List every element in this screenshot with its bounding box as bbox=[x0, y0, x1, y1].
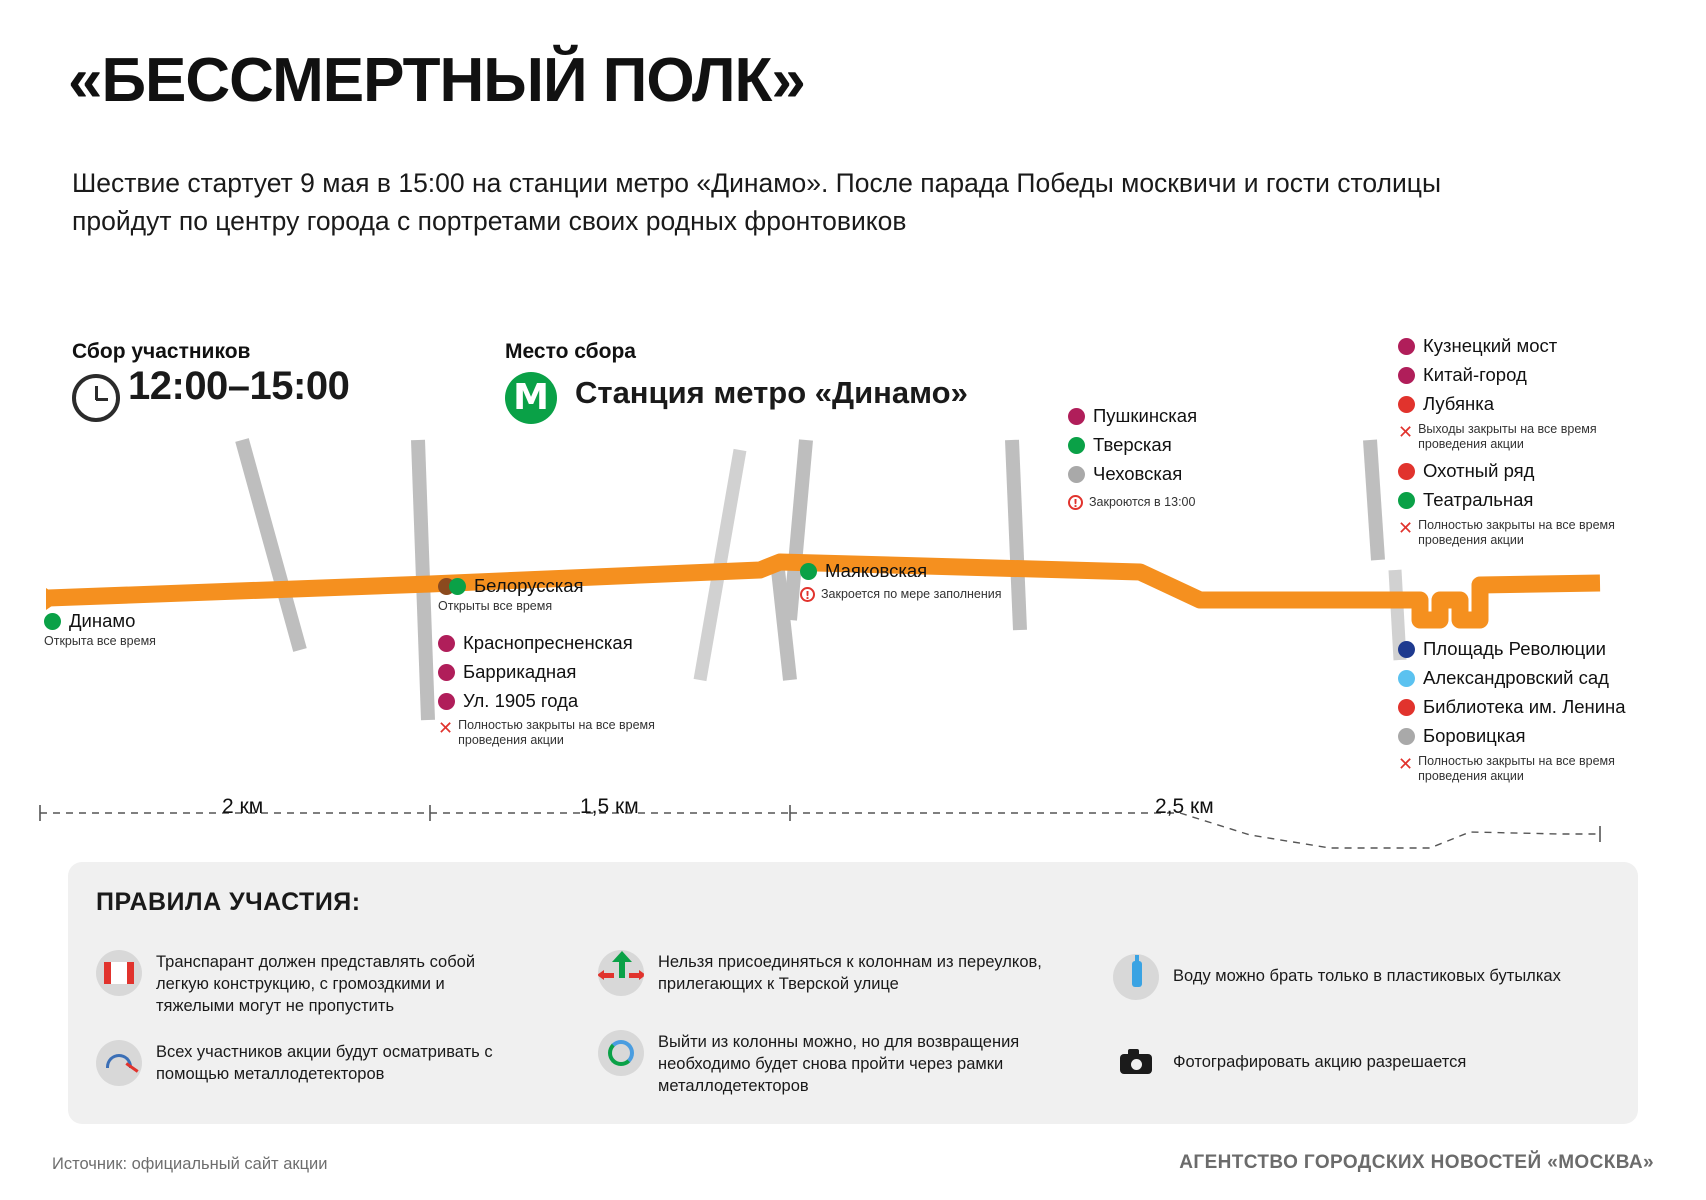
rule-text: Фотографировать акцию разрешается bbox=[1173, 1053, 1467, 1071]
station-label: Китай-город bbox=[1423, 364, 1527, 385]
rule-item bbox=[598, 950, 1068, 996]
rule-text: Нельзя присоединяться к колоннам из переулков, прилегающих к Тверской улице bbox=[658, 953, 1042, 993]
station-dot bbox=[1398, 367, 1415, 384]
station-group-pushkinskaya bbox=[1068, 405, 1197, 510]
station-label: Пушкинская bbox=[1093, 405, 1198, 426]
station-label: Боровицкая bbox=[1423, 725, 1526, 746]
station-note: Закроются в 13:00 bbox=[1089, 495, 1196, 509]
station-note: Закроется по мере заполнения bbox=[821, 587, 1002, 601]
station-label: Лубянка bbox=[1423, 393, 1495, 414]
station-note: Полностью закрыты на все время проведения акции bbox=[458, 718, 655, 747]
distance-scale bbox=[0, 790, 1706, 860]
page-title: «БЕССМЕРТНЫЙ ПОЛК» bbox=[68, 46, 805, 115]
station-group-ohotny bbox=[1398, 460, 1628, 548]
rule-item bbox=[1113, 1040, 1613, 1086]
station-label: Баррикадная bbox=[463, 661, 577, 682]
gather-time: 12:00–15:00 bbox=[128, 364, 350, 408]
station-label: Площадь Революции bbox=[1423, 638, 1606, 659]
station-dot-secondary bbox=[449, 578, 466, 595]
rules-panel bbox=[68, 862, 1638, 1124]
station-label: Кузнецкий мост bbox=[1423, 335, 1558, 356]
rules-title: ПРАВИЛА УЧАСТИЯ: bbox=[96, 888, 361, 916]
station-dot bbox=[44, 613, 61, 630]
station-dot bbox=[1398, 463, 1415, 480]
distance-label: 1,5 км bbox=[580, 795, 639, 818]
warning-icon: ! bbox=[800, 587, 815, 602]
place-value: Станция метро «Динамо» bbox=[575, 375, 968, 410]
station-dot bbox=[1068, 408, 1085, 425]
rule-item bbox=[96, 1040, 516, 1086]
place-label: Место сбора bbox=[505, 340, 636, 363]
station-label: Ул. 1905 года bbox=[463, 690, 579, 711]
source-label: Источник: официальный сайт акции bbox=[52, 1155, 328, 1173]
station-label: Чеховская bbox=[1093, 463, 1183, 484]
arrow-up-icon bbox=[598, 950, 644, 996]
station-group-kuznetsky bbox=[1398, 335, 1613, 452]
station-note: Полностью закрыты на все время проведения акции bbox=[1418, 754, 1615, 783]
bottle-icon bbox=[1113, 954, 1159, 1000]
distance-label: 2 км bbox=[222, 795, 264, 818]
closed-cross-icon: ✕ bbox=[1398, 518, 1414, 539]
station-label: Тверская bbox=[1093, 434, 1172, 455]
station-group-mayakovskaya bbox=[800, 560, 1002, 602]
station-dot bbox=[1398, 699, 1415, 716]
metal-detector-icon bbox=[96, 1040, 142, 1086]
station-note: Открыты все время bbox=[438, 599, 553, 613]
station-dot bbox=[438, 693, 455, 710]
station-label: Белорусская bbox=[474, 575, 584, 596]
page-subtitle: Шествие стартует 9 мая в 15:00 на станции метро «Динамо». После парада Победы москвичи и гости столицы пройдут по центру города с портретами своих родных фронтовиков bbox=[72, 168, 1442, 236]
rule-item bbox=[96, 950, 516, 1017]
rule-item bbox=[1113, 954, 1613, 1000]
rule-text: Воду можно брать только в пластиковых бутылках bbox=[1173, 967, 1561, 985]
rule-text: Всех участников акции будут осматривать с помощью металлодетекторов bbox=[156, 1043, 493, 1083]
distance-label: 2,5 км bbox=[1155, 795, 1214, 818]
closed-cross-icon: ✕ bbox=[1398, 422, 1414, 443]
station-group-belorusskaya bbox=[438, 575, 584, 613]
station-dot bbox=[1068, 466, 1085, 483]
station-label: Театральная bbox=[1423, 489, 1534, 510]
rule-item bbox=[598, 1030, 1068, 1097]
metro-logo-icon: M bbox=[505, 372, 557, 424]
station-dot bbox=[1398, 396, 1415, 413]
warning-icon: ! bbox=[1068, 495, 1083, 510]
station-dot bbox=[1398, 338, 1415, 355]
station-label: Динамо bbox=[69, 610, 136, 631]
station-dot bbox=[1398, 728, 1415, 745]
station-group-krasnopresnenskaya bbox=[438, 632, 668, 748]
banner-icon bbox=[96, 950, 142, 996]
station-label: Библиотека им. Ленина bbox=[1423, 696, 1626, 717]
refresh-icon bbox=[598, 1030, 644, 1076]
station-note: Полностью закрыты на все время проведения акции bbox=[1418, 518, 1615, 547]
clock-icon bbox=[72, 374, 120, 422]
station-label: Маяковская bbox=[825, 560, 928, 581]
station-dot bbox=[800, 563, 817, 580]
station-dot bbox=[1398, 641, 1415, 658]
station-label: Краснопресненская bbox=[463, 632, 633, 653]
agency-label: АГЕНТСТВО ГОРОДСКИХ НОВОСТЕЙ «МОСКВА» bbox=[1179, 1152, 1654, 1173]
station-note: Открыта все время bbox=[44, 634, 156, 648]
station-dot bbox=[1398, 670, 1415, 687]
rule-text: Транспарант должен представлять собой легкую конструкцию, с громоздкими и тяжелыми могут не пропустить bbox=[156, 953, 476, 1015]
station-group-revolution bbox=[1398, 638, 1628, 784]
station-label: Охотный ряд bbox=[1423, 460, 1535, 481]
station-dot bbox=[438, 635, 455, 652]
gather-label: Сбор участников bbox=[72, 340, 251, 363]
station-dot bbox=[1398, 492, 1415, 509]
station-dot bbox=[1068, 437, 1085, 454]
closed-cross-icon: ✕ bbox=[1398, 754, 1414, 775]
camera-icon bbox=[1113, 1040, 1159, 1086]
station-dot bbox=[438, 664, 455, 681]
station-group-dinamo bbox=[44, 610, 156, 648]
rule-text: Выйти из колонны можно, но для возвращения необходимо будет снова пройти через рамки металлодетекторов bbox=[658, 1033, 1020, 1095]
station-label: Александровский сад bbox=[1423, 667, 1609, 688]
station-note: Выходы закрыты на все время проведения акции bbox=[1418, 422, 1597, 451]
closed-cross-icon: ✕ bbox=[438, 718, 454, 739]
